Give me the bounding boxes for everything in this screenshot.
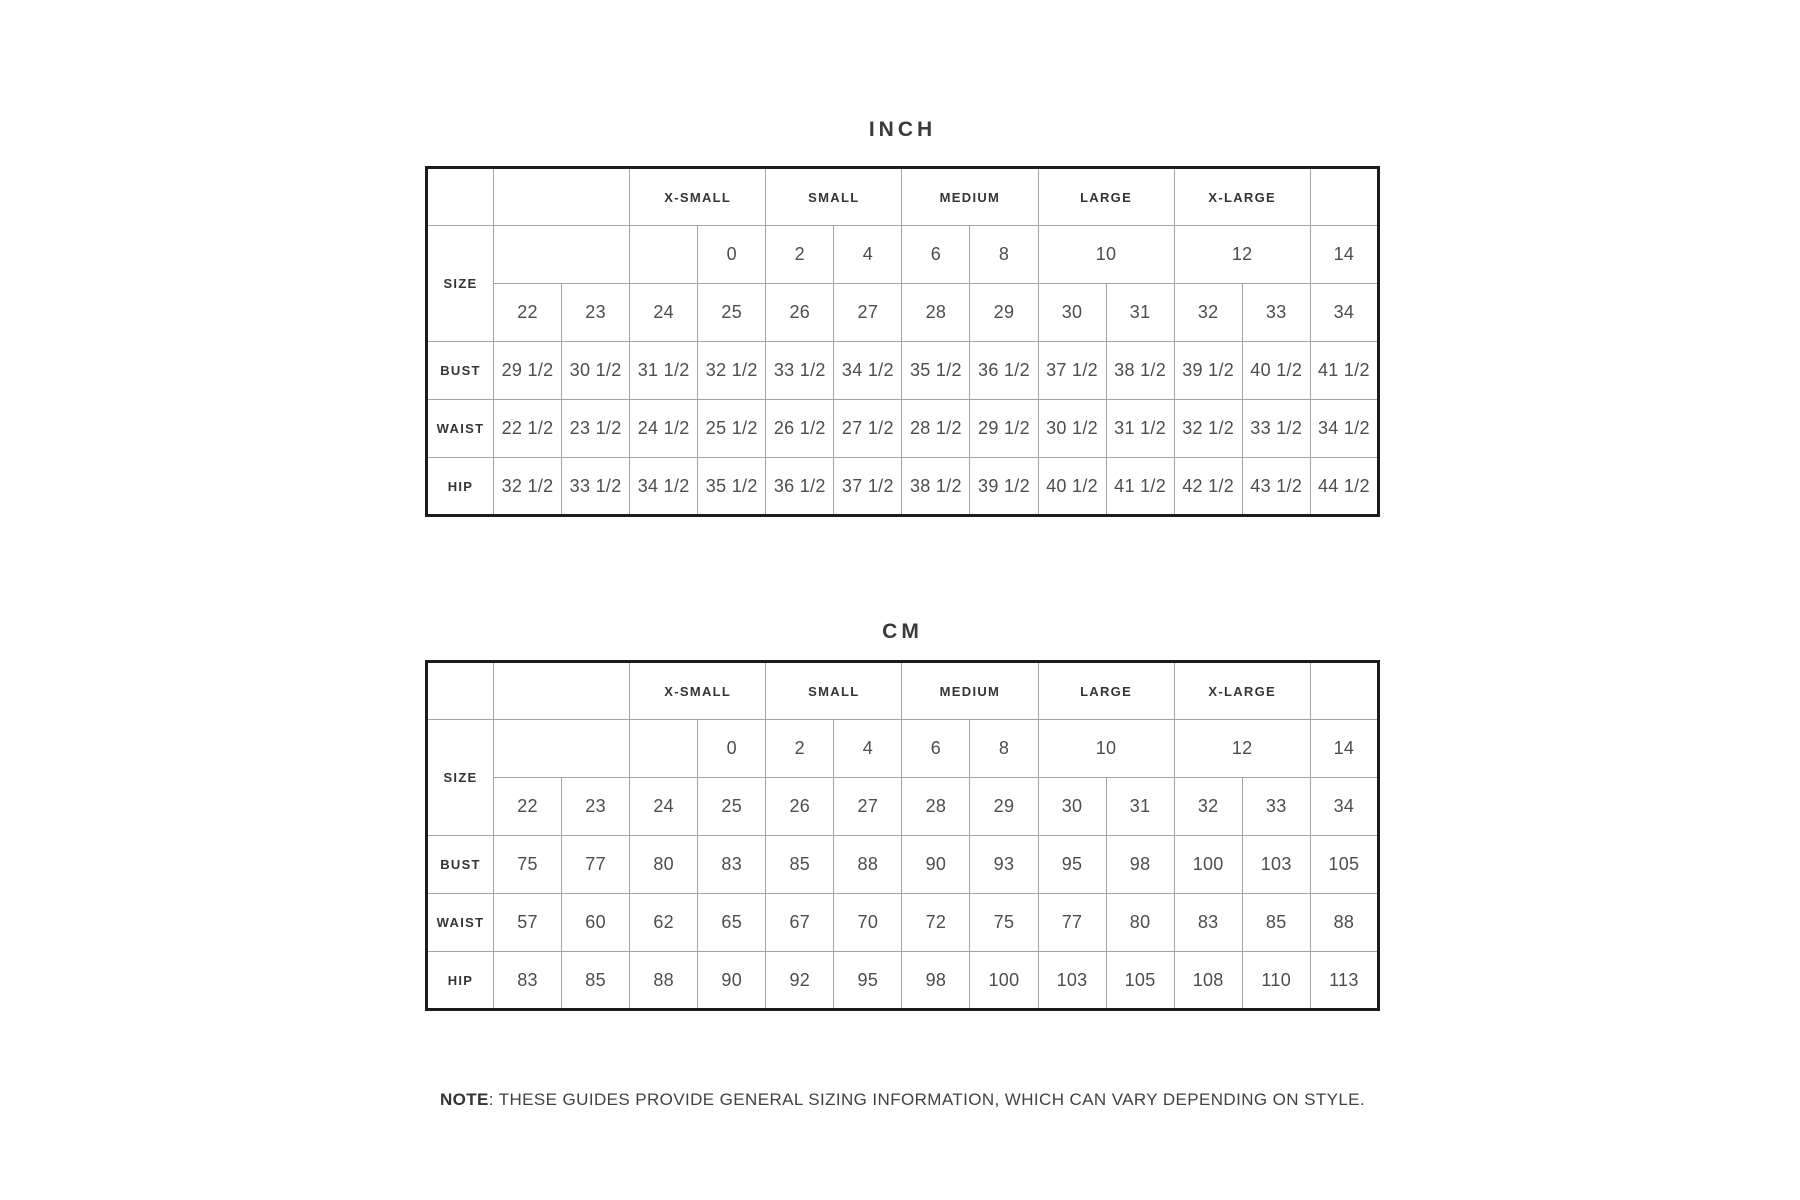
numeric-size-cell: 10 (1038, 226, 1174, 284)
measurement-cell: 39 1/2 (1174, 342, 1242, 400)
numeric-size-cell: 14 (1310, 720, 1378, 778)
measurement-cell: 80 (1106, 894, 1174, 952)
measurement-cell: 75 (494, 836, 562, 894)
secondary-size-cell: 23 (562, 284, 630, 342)
secondary-size-cell: 30 (1038, 284, 1106, 342)
empty-corner-cell (427, 168, 494, 226)
measurement-label-cell: HIP (427, 952, 494, 1010)
measurement-cell: 113 (1310, 952, 1378, 1010)
group-header-row (427, 662, 1379, 720)
measurement-cell: 88 (630, 952, 698, 1010)
secondary-size-cell: 33 (1242, 778, 1310, 836)
measurement-cell: 65 (698, 894, 766, 952)
inch-table-title: INCH (868, 118, 937, 141)
measurement-cell: 70 (834, 894, 902, 952)
measurement-cell: 34 1/2 (834, 342, 902, 400)
empty-size-cell (630, 226, 698, 284)
measurement-cell: 40 1/2 (1038, 458, 1106, 516)
secondary-size-cell: 24 (630, 284, 698, 342)
note (425, 1090, 1380, 1110)
measurement-row-bust (427, 342, 1379, 400)
group-header-cell: SMALL (766, 662, 902, 720)
secondary-size-cell: 22 (494, 778, 562, 836)
measurement-cell: 37 1/2 (834, 458, 902, 516)
measurement-cell: 92 (766, 952, 834, 1010)
measurement-cell: 28 1/2 (902, 400, 970, 458)
size-row-label-cell: SIZE (427, 720, 494, 836)
numeric-size-cell: 8 (970, 226, 1038, 284)
numeric-size-cell: 8 (970, 720, 1038, 778)
measurement-row-hip (427, 952, 1379, 1010)
measurement-row-waist (427, 894, 1379, 952)
measurement-cell: 98 (902, 952, 970, 1010)
measurement-cell: 105 (1310, 836, 1378, 894)
measurement-cell: 95 (1038, 836, 1106, 894)
measurement-cell: 30 1/2 (562, 342, 630, 400)
measurement-cell: 83 (1174, 894, 1242, 952)
measurement-cell: 93 (970, 836, 1038, 894)
measurement-label-cell: WAIST (427, 894, 494, 952)
measurement-cell: 32 1/2 (698, 342, 766, 400)
measurement-label-cell: HIP (427, 458, 494, 516)
measurement-cell: 60 (562, 894, 630, 952)
measurement-cell: 27 1/2 (834, 400, 902, 458)
secondary-size-cell: 27 (834, 778, 902, 836)
measurement-cell: 39 1/2 (970, 458, 1038, 516)
cm-size-table (425, 660, 1380, 1011)
numeric-size-cell: 12 (1174, 720, 1310, 778)
measurement-cell: 33 1/2 (766, 342, 834, 400)
inch-size-table (425, 166, 1380, 517)
secondary-size-cell: 24 (630, 778, 698, 836)
empty-corner-cell (427, 662, 494, 720)
measurement-cell: 29 1/2 (494, 342, 562, 400)
numeric-size-cell: 10 (1038, 720, 1174, 778)
measurement-cell: 34 1/2 (1310, 400, 1378, 458)
group-header-cell: MEDIUM (902, 168, 1038, 226)
measurement-cell: 41 1/2 (1106, 458, 1174, 516)
measurement-cell: 36 1/2 (970, 342, 1038, 400)
measurement-cell: 100 (1174, 836, 1242, 894)
empty-group-cell (494, 168, 630, 226)
empty-group-cell (1310, 662, 1378, 720)
measurement-cell: 85 (562, 952, 630, 1010)
secondary-size-cell: 33 (1242, 284, 1310, 342)
secondary-size-cell: 27 (834, 284, 902, 342)
empty-group-cell (1310, 168, 1378, 226)
measurement-cell: 26 1/2 (766, 400, 834, 458)
measurement-cell: 31 1/2 (630, 342, 698, 400)
secondary-size-cell: 34 (1310, 284, 1378, 342)
size-row-label-cell: SIZE (427, 226, 494, 342)
measurement-cell: 90 (902, 836, 970, 894)
group-header-row (427, 168, 1379, 226)
measurement-cell: 33 1/2 (1242, 400, 1310, 458)
numeric-size-cell: 4 (834, 226, 902, 284)
measurement-cell: 25 1/2 (698, 400, 766, 458)
secondary-size-cell: 28 (902, 778, 970, 836)
measurement-cell: 75 (970, 894, 1038, 952)
measurement-cell: 83 (698, 836, 766, 894)
measurement-cell: 103 (1242, 836, 1310, 894)
secondary-size-cell: 30 (1038, 778, 1106, 836)
group-header-cell: X-SMALL (630, 168, 766, 226)
empty-group-cell (494, 662, 630, 720)
numeric-size-row (427, 226, 1379, 284)
numeric-size-cell: 0 (698, 720, 766, 778)
secondary-size-cell: 32 (1174, 284, 1242, 342)
numeric-size-cell: 4 (834, 720, 902, 778)
secondary-size-cell: 23 (562, 778, 630, 836)
numeric-size-cell: 2 (766, 226, 834, 284)
measurement-cell: 108 (1174, 952, 1242, 1010)
secondary-size-cell: 26 (766, 778, 834, 836)
measurement-cell: 80 (630, 836, 698, 894)
measurement-row-hip (427, 458, 1379, 516)
measurement-cell: 110 (1242, 952, 1310, 1010)
group-header-cell: X-LARGE (1174, 662, 1310, 720)
secondary-size-cell: 25 (698, 778, 766, 836)
group-header-cell: MEDIUM (902, 662, 1038, 720)
secondary-size-cell: 25 (698, 284, 766, 342)
measurement-label-cell: WAIST (427, 400, 494, 458)
measurement-cell: 32 1/2 (1174, 400, 1242, 458)
note-label: NOTE (439, 1090, 489, 1109)
secondary-size-row (427, 778, 1379, 836)
measurement-cell: 90 (698, 952, 766, 1010)
empty-size-cell (630, 720, 698, 778)
secondary-size-cell: 22 (494, 284, 562, 342)
cm-table-title: CM (882, 620, 923, 643)
measurement-label-cell: BUST (427, 342, 494, 400)
measurement-cell: 33 1/2 (562, 458, 630, 516)
numeric-size-cell: 6 (902, 226, 970, 284)
measurement-cell: 29 1/2 (970, 400, 1038, 458)
group-header-cell: X-SMALL (630, 662, 766, 720)
group-header-cell: SMALL (766, 168, 902, 226)
measurement-row-bust (427, 836, 1379, 894)
secondary-size-cell: 26 (766, 284, 834, 342)
measurement-cell: 38 1/2 (902, 458, 970, 516)
empty-size-cell (494, 226, 630, 284)
measurement-cell: 24 1/2 (630, 400, 698, 458)
group-header-cell: LARGE (1038, 662, 1174, 720)
measurement-cell: 35 1/2 (698, 458, 766, 516)
measurement-cell: 34 1/2 (630, 458, 698, 516)
measurement-cell: 35 1/2 (902, 342, 970, 400)
secondary-size-cell: 32 (1174, 778, 1242, 836)
numeric-size-cell: 0 (698, 226, 766, 284)
measurement-cell: 40 1/2 (1242, 342, 1310, 400)
measurement-row-waist (427, 400, 1379, 458)
measurement-cell: 98 (1106, 836, 1174, 894)
secondary-size-cell: 31 (1106, 284, 1174, 342)
measurement-cell: 72 (902, 894, 970, 952)
numeric-size-row (427, 720, 1379, 778)
measurement-cell: 30 1/2 (1038, 400, 1106, 458)
measurement-cell: 100 (970, 952, 1038, 1010)
empty-size-cell (494, 720, 630, 778)
secondary-size-cell: 28 (902, 284, 970, 342)
secondary-size-cell: 29 (970, 778, 1038, 836)
measurement-cell: 83 (494, 952, 562, 1010)
measurement-cell: 85 (1242, 894, 1310, 952)
measurement-cell: 37 1/2 (1038, 342, 1106, 400)
measurement-cell: 38 1/2 (1106, 342, 1174, 400)
measurement-cell: 95 (834, 952, 902, 1010)
measurement-cell: 57 (494, 894, 562, 952)
numeric-size-cell: 2 (766, 720, 834, 778)
secondary-size-cell: 31 (1106, 778, 1174, 836)
measurement-cell: 23 1/2 (562, 400, 630, 458)
measurement-cell: 22 1/2 (494, 400, 562, 458)
secondary-size-cell: 29 (970, 284, 1038, 342)
numeric-size-cell: 6 (902, 720, 970, 778)
measurement-cell: 105 (1106, 952, 1174, 1010)
measurement-cell: 103 (1038, 952, 1106, 1010)
measurement-cell: 32 1/2 (494, 458, 562, 516)
numeric-size-cell: 14 (1310, 226, 1378, 284)
measurement-cell: 77 (562, 836, 630, 894)
numeric-size-cell: 12 (1174, 226, 1310, 284)
measurement-cell: 88 (1310, 894, 1378, 952)
secondary-size-cell: 34 (1310, 778, 1378, 836)
measurement-cell: 62 (630, 894, 698, 952)
secondary-size-row (427, 284, 1379, 342)
measurement-cell: 41 1/2 (1310, 342, 1378, 400)
note-text: : THESE GUIDES PROVIDE GENERAL SIZING INFORMATION, WHICH CAN VARY DEPENDING ON STYLE. (488, 1090, 1366, 1109)
measurement-cell: 77 (1038, 894, 1106, 952)
measurement-cell: 88 (834, 836, 902, 894)
measurement-cell: 36 1/2 (766, 458, 834, 516)
measurement-cell: 31 1/2 (1106, 400, 1174, 458)
measurement-label-cell: BUST (427, 836, 494, 894)
measurement-cell: 67 (766, 894, 834, 952)
group-header-cell: X-LARGE (1174, 168, 1310, 226)
measurement-cell: 44 1/2 (1310, 458, 1378, 516)
measurement-cell: 43 1/2 (1242, 458, 1310, 516)
group-header-cell: LARGE (1038, 168, 1174, 226)
measurement-cell: 85 (766, 836, 834, 894)
measurement-cell: 42 1/2 (1174, 458, 1242, 516)
